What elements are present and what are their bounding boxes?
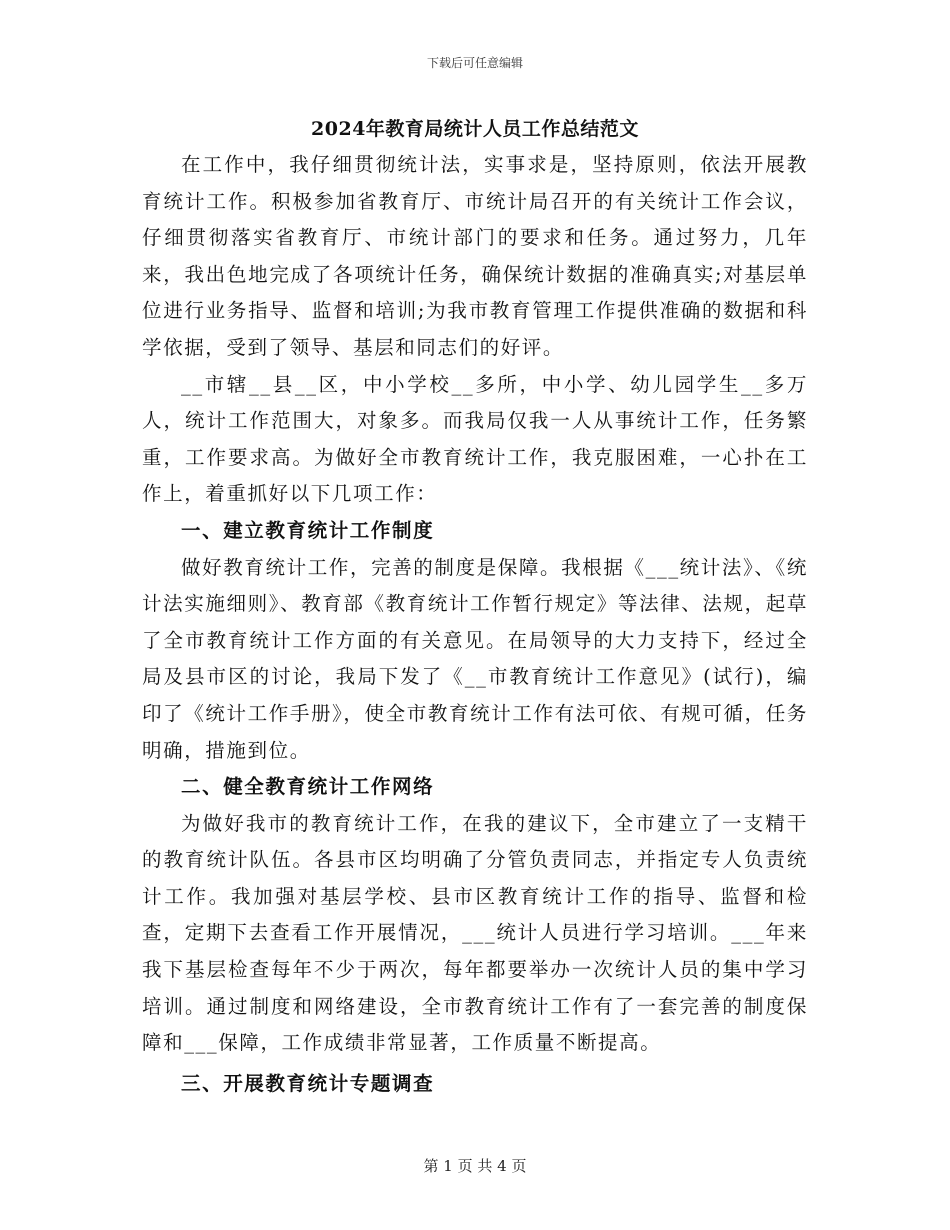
section-heading-2: 二、健全教育统计工作网络	[181, 775, 435, 799]
intro-paragraph: 在工作中，我仔细贯彻统计法，实事求是，坚持原则，依法开展教育统计工作。积极参加省教育厅、市统计局召开的有关统计工作会议，仔细贯彻落实省教育厅、市统计部门的要求和任务。通过努力，几年来，我出色地完成了各项统计任务，确保统计数据的准确真实;对基层单位进行业务指导、监督和培训;为我市教育管理工作提供准确的数据和科学依据，受到了领导、基层和同志们的好评。	[142, 153, 808, 359]
section-heading-1: 一、建立教育统计工作制度	[181, 518, 435, 542]
section-paragraph-2: 为做好我市的教育统计工作，在我的建议下，全市建立了一支精干的教育统计队伍。各县市区均明确了分管负责同志，并指定专人负责统计工作。我加强对基层学校、县市区教育统计工作的指导、监督和检查，定期下去查看工作开展情况，___统计人员进行学习培训。___年来我下基层检查每年不少于两次，每年都要举办一次统计人员的集中学习培训。通过制度和网络建设，全市教育统计工作有了一套完善的制度保障和___保障，工作成绩非常显著，工作质量不断提高。	[142, 811, 808, 1055]
section-paragraph-1: 做好教育统计工作，完善的制度是保障。我根据《___统计法》、《统计法实施细则》、教育部《教育统计工作暂行规定》等法律、法规，起草了全市教育统计工作方面的有关意见。在局领导的大力支持下，经过全局及县市区的讨论，我局下发了《__市教育统计工作意见》(试行)，编印了《统计工作手册》，使全市教育统计工作有法可依、有规可循，任务明确，措施到位。	[142, 555, 808, 762]
header-note: 下载后可任意编辑	[426, 56, 523, 70]
document-body	[142, 147, 808, 1102]
scope-paragraph: __市辖__县__区，中小学校__多所，中小学、幼儿园学生__多万人，统计工作范围大，对象多。而我局仅我一人从事统计工作，任务繁重，工作要求高。为做好全市教育统计工作，我克服困难，一心扑在工作上，着重抓好以下几项工作：	[142, 372, 808, 506]
page-footer: 第 1 页 共 4 页	[423, 1157, 527, 1175]
section-heading-3: 三、开展教育统计专题调查	[181, 1071, 435, 1095]
document-title: 2024年教育局统计人员工作总结范文	[311, 118, 639, 140]
